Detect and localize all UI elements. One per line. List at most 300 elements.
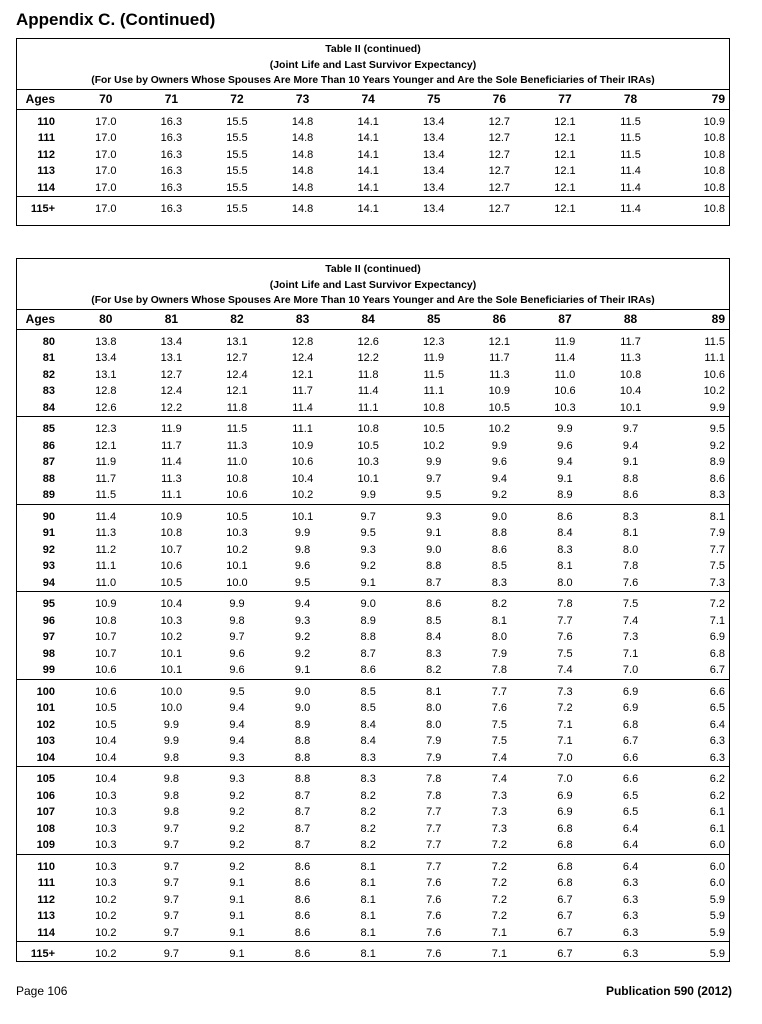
table-cell: 7.8 (426, 789, 442, 802)
table-cell: 7.6 (401, 925, 467, 942)
table-cell: 14.1 (357, 165, 379, 178)
table-cell: 15.5 (226, 203, 248, 216)
table-cell: 12.6 (357, 335, 379, 348)
table-row (17, 367, 729, 384)
table-cell: 13.4 (423, 132, 445, 145)
table-cell: 14.1 (357, 203, 379, 216)
table-cell: 10.9 (488, 385, 511, 398)
table-cell: 10.2 (488, 423, 511, 436)
table-row (17, 147, 729, 164)
table-cell: 8.3 (360, 773, 376, 786)
table-cell: 9.9 (663, 400, 729, 417)
table-cell: 10.1 (226, 560, 248, 573)
appendix-title: Appendix C. (Continued) (16, 10, 216, 29)
table-cell: 12.1 (226, 385, 248, 398)
table-cell: 6.2 (709, 789, 725, 802)
table-cell: 9.4 (557, 456, 573, 469)
column-header-age: 70 (73, 89, 139, 109)
table-cell: 7.6 (491, 702, 507, 715)
table-cell: 8.4 (360, 718, 376, 731)
data-table (17, 89, 729, 218)
table-cell: 9.3 (360, 543, 376, 556)
table-cell: 10.2 (160, 631, 183, 644)
row-age-label: 114 (17, 180, 73, 197)
table-cell: 11.0 (554, 368, 576, 381)
table-cell: 8.6 (491, 543, 507, 556)
table-cell: 14.8 (291, 132, 314, 145)
table-cell: 9.4 (229, 718, 245, 731)
table-cell: 11.5 (423, 368, 445, 381)
table-cell: 7.1 (491, 948, 507, 961)
table-cell: 6.2 (709, 773, 725, 786)
column-header-age: 83 (270, 309, 336, 329)
table-cell: 11.1 (423, 385, 445, 398)
row-age-label: 113 (37, 165, 55, 178)
table-cell: 12.8 (291, 335, 314, 348)
table-cell: 8.1 (622, 527, 639, 540)
row-age-label: 109 (17, 837, 73, 854)
table-cell: 7.3 (557, 685, 573, 698)
data-table (17, 309, 729, 963)
row-age-label: 106 (36, 789, 55, 802)
table-cell: 12.3 (95, 423, 117, 436)
table-cell: 13.4 (423, 115, 445, 128)
table-cell: 9.8 (294, 543, 311, 556)
table-row (17, 525, 729, 542)
table-cell: 6.8 (622, 718, 639, 731)
table-cell: 7.2 (491, 877, 507, 890)
table-cell: 10.2 (703, 385, 725, 398)
table-cell: 7.9 (426, 735, 442, 748)
table-cell: 11.4 (554, 352, 576, 365)
table-cell: 12.1 (554, 115, 576, 128)
table-cell: 9.7 (139, 837, 205, 854)
table-cell: 8.1 (360, 910, 376, 923)
table-cell: 17.0 (95, 132, 117, 145)
table-cell: 6.4 (598, 837, 664, 854)
table-cell: 9.7 (163, 822, 180, 835)
table-body (17, 109, 729, 218)
table-cell: 9.4 (622, 439, 639, 452)
row-age-label: 113 (37, 910, 55, 923)
table-cell: 10.4 (160, 598, 183, 611)
table-cell: 8.3 (663, 487, 729, 504)
column-header-age: 88 (598, 309, 664, 329)
table-cell: 6.1 (709, 806, 725, 819)
table-cell: 9.7 (163, 948, 180, 961)
row-age-label: 92 (42, 543, 55, 556)
table-cell: 10.6 (160, 560, 183, 573)
table-cell: 11.5 (620, 148, 641, 161)
table-cell: 11.9 (95, 456, 117, 469)
table-cell: 10.1 (291, 510, 314, 523)
table-cell: 12.7 (226, 352, 248, 365)
table-cell: 7.4 (532, 662, 598, 679)
table-row (17, 163, 729, 180)
table-cell: 12.7 (488, 132, 511, 145)
table-cell: 10.4 (73, 750, 139, 767)
row-age-label: 91 (42, 527, 55, 540)
column-header-age: 71 (139, 89, 205, 109)
table-cell: 8.7 (401, 575, 467, 592)
column-header-age: 72 (204, 89, 270, 109)
table-row (17, 837, 729, 854)
column-header-age: 75 (401, 89, 467, 109)
table-cell: 8.0 (426, 718, 442, 731)
table-row (17, 417, 729, 438)
row-age-label: 81 (42, 352, 55, 365)
table-cell: 11.1 (335, 400, 401, 417)
table-cell: 8.5 (360, 685, 376, 698)
table-cell: 7.5 (491, 718, 507, 731)
table-cell: 13.4 (95, 352, 117, 365)
table-cell: 14.1 (357, 115, 379, 128)
table-row (17, 942, 729, 963)
table-row (17, 438, 729, 455)
table-cell: 7.5 (622, 598, 639, 611)
table-cell: 9.6 (229, 647, 245, 660)
table-cell: 9.1 (229, 948, 245, 961)
table-cell: 8.5 (491, 560, 507, 573)
table-cell: 8.8 (426, 560, 442, 573)
table-cell: 10.3 (95, 860, 117, 873)
table-cell: 7.9 (401, 750, 467, 767)
table-cell: 7.2 (557, 702, 573, 715)
table-cell: 11.3 (95, 527, 117, 540)
row-age-label: 95 (42, 598, 55, 611)
table-row (17, 558, 729, 575)
table-cell: 9.1 (426, 527, 442, 540)
table-cell: 12.7 (160, 368, 183, 381)
table-title: Table II (continued) (325, 43, 421, 55)
ages-header: Ages (17, 89, 73, 109)
table-cell: 12.2 (139, 400, 205, 417)
table-cell: 7.2 (491, 893, 507, 906)
table-cell: 9.7 (163, 860, 180, 873)
table-cell: 14.8 (291, 165, 314, 178)
table-cell: 8.3 (622, 510, 639, 523)
table-cell: 8.8 (294, 735, 311, 748)
table-cell: 11.1 (95, 560, 117, 573)
table-cell: 11.3 (161, 472, 182, 485)
table-cell: 11.4 (357, 385, 379, 398)
table-cell: 8.1 (360, 860, 376, 873)
table-cell: 9.0 (294, 685, 311, 698)
table-cell: 12.7 (488, 115, 511, 128)
table-cell: 17.0 (95, 165, 117, 178)
table-cell: 12.3 (423, 335, 445, 348)
table-row (17, 750, 729, 767)
table-cell: 10.5 (226, 510, 248, 523)
table-cell: 13.4 (160, 335, 183, 348)
table-row (17, 383, 729, 400)
table-cell: 9.1 (229, 893, 245, 906)
table-cell: 6.6 (622, 773, 639, 786)
row-age-label: 104 (17, 750, 73, 767)
table-cell: 10.2 (73, 925, 139, 942)
table-cell: 8.8 (360, 631, 376, 644)
table-cell: 9.2 (204, 837, 270, 854)
table-cell: 11.5 (73, 487, 139, 504)
table-cell: 6.9 (709, 631, 725, 644)
table-cell: 7.1 (557, 718, 573, 731)
table-cell: 9.7 (163, 910, 180, 923)
table-row (17, 400, 729, 417)
column-header-age: 73 (270, 89, 336, 109)
table-cell: 6.7 (663, 662, 729, 679)
table-cell: 9.9 (229, 598, 245, 611)
table-cell: 8.1 (360, 948, 376, 961)
table-cell: 9.2 (229, 860, 245, 873)
table-cell: 12.1 (488, 335, 511, 348)
table-cell: 10.6 (291, 456, 314, 469)
table-cell: 9.2 (229, 789, 245, 802)
table-row (17, 662, 729, 679)
table-cell: 10.7 (160, 543, 183, 556)
table-cell: 6.1 (709, 822, 725, 835)
column-header-age: 89 (663, 309, 729, 329)
table-cell: 8.3 (426, 647, 442, 660)
column-header-age: 81 (139, 309, 205, 329)
table-cell: 11.7 (95, 472, 117, 485)
table-cell: 11.0 (226, 456, 248, 469)
table-row (17, 487, 729, 504)
column-header-age: 87 (532, 309, 598, 329)
table-cell: 9.3 (426, 510, 442, 523)
table-cell: 11.4 (620, 203, 641, 216)
table-cell: 6.3 (622, 948, 639, 961)
table-cell: 8.2 (335, 837, 401, 854)
table-cell: 13.4 (423, 165, 445, 178)
table-row (17, 471, 729, 488)
table-cell: 7.6 (426, 893, 442, 906)
table-cell: 9.5 (401, 487, 467, 504)
row-age-label: 90 (42, 510, 55, 523)
column-header-age: 79 (663, 89, 729, 109)
table-cell: 7.2 (467, 837, 533, 854)
table-cell: 7.2 (709, 598, 725, 611)
table-cell: 9.3 (229, 773, 245, 786)
table-cell: 10.4 (95, 773, 117, 786)
table-cell: 10.1 (598, 400, 664, 417)
table-cell: 16.3 (160, 165, 183, 178)
row-age-label: 105 (36, 773, 55, 786)
column-header-age: 86 (467, 309, 533, 329)
table-row (17, 700, 729, 717)
table-row (17, 892, 729, 909)
table-cell: 7.8 (426, 773, 442, 786)
table-cell: 10.8 (357, 423, 379, 436)
table-cell: 10.2 (270, 487, 336, 504)
table-cell: 9.5 (270, 575, 336, 592)
table-cell: 7.7 (401, 837, 467, 854)
table-cell: 10.4 (95, 735, 117, 748)
table-cell: 7.2 (491, 910, 507, 923)
table-cell: 8.8 (270, 750, 336, 767)
table-cell: 8.1 (360, 877, 376, 890)
table-cell: 9.9 (163, 718, 180, 731)
table-cell: 7.0 (532, 750, 598, 767)
table-cell: 12.1 (554, 203, 576, 216)
table-cell: 11.1 (139, 487, 205, 504)
table-cell: 11.9 (161, 423, 182, 436)
table-cell: 6.5 (709, 702, 725, 715)
table-cell: 7.9 (491, 647, 507, 660)
table-cell: 13.4 (401, 180, 467, 197)
table-cell: 12.2 (357, 352, 379, 365)
table-row (17, 767, 729, 788)
table-cell: 10.1 (357, 472, 379, 485)
table-cell: 15.5 (226, 165, 248, 178)
table-cell: 14.8 (291, 115, 314, 128)
table-cell: 13.1 (160, 352, 183, 365)
table-cell: 6.5 (622, 806, 639, 819)
table-row (17, 908, 729, 925)
table-cell: 12.7 (467, 180, 533, 197)
table-cell: 8.8 (294, 773, 311, 786)
table-cell: 7.7 (426, 860, 442, 873)
table-cell: 6.7 (557, 893, 573, 906)
row-age-label: 89 (17, 487, 73, 504)
table-body (17, 329, 729, 963)
table-cell: 5.9 (663, 925, 729, 942)
table-cell: 6.3 (622, 893, 639, 906)
table-cell: 7.6 (426, 910, 442, 923)
row-age-label: 112 (37, 148, 55, 161)
page-number: Page 106 (16, 984, 68, 998)
table-row (17, 646, 729, 663)
table-cell: 8.8 (491, 527, 507, 540)
table-cell: 9.0 (294, 702, 311, 715)
table-cell: 10.4 (619, 385, 642, 398)
table-cell: 10.6 (95, 685, 117, 698)
table-row (17, 130, 729, 147)
table-cell: 11.7 (161, 439, 182, 452)
table-row (17, 925, 729, 942)
table-cell: 9.7 (360, 510, 376, 523)
table-cell: 9.7 (622, 423, 639, 436)
table-cell: 10.8 (703, 148, 725, 161)
table-cell: 15.5 (226, 148, 248, 161)
table-row (17, 454, 729, 471)
table-subtitle: (Joint Life and Last Survivor Expectancy) (269, 278, 477, 291)
table-cell: 9.9 (163, 735, 180, 748)
row-age-label: 107 (36, 806, 55, 819)
table-header (17, 259, 729, 309)
column-header-age: 84 (335, 309, 401, 329)
table-cell: 9.6 (294, 560, 311, 573)
row-age-label: 101 (36, 702, 55, 715)
table-cell: 9.7 (139, 925, 205, 942)
row-age-label: 110 (37, 860, 55, 873)
table-cell: 9.8 (163, 773, 180, 786)
row-age-label: 108 (36, 822, 55, 835)
table-cell: 10.3 (95, 806, 117, 819)
table-cell: 10.3 (95, 877, 117, 890)
table-cell: 11.5 (620, 132, 641, 145)
table-cell: 6.8 (532, 837, 598, 854)
table-cell: 10.9 (160, 510, 183, 523)
table-cell: 8.6 (294, 910, 311, 923)
table-cell: 7.7 (557, 614, 573, 627)
table-cell: 8.7 (360, 647, 376, 660)
table-cell: 8.7 (270, 837, 336, 854)
table-cell: 10.5 (357, 439, 379, 452)
table-cell: 7.8 (622, 560, 639, 573)
table-cell: 10.8 (160, 527, 183, 540)
row-age-label: 82 (42, 368, 55, 381)
table-cell: 14.8 (270, 180, 336, 197)
row-age-label: 87 (42, 456, 55, 469)
row-age-label: 85 (42, 423, 55, 436)
table-cell: 12.4 (226, 368, 248, 381)
table-cell: 6.4 (622, 822, 639, 835)
table-cell: 8.2 (491, 598, 507, 611)
table-cell: 11.3 (226, 439, 248, 452)
table-cell: 9.0 (360, 598, 376, 611)
table-cell: 12.7 (488, 165, 511, 178)
table-cell: 7.6 (598, 575, 664, 592)
table-cell: 11.2 (95, 543, 117, 556)
table-cell: 13.1 (95, 368, 117, 381)
table-cell: 8.2 (360, 789, 376, 802)
column-header-age: 74 (335, 89, 401, 109)
table-cell: 10.8 (401, 400, 467, 417)
table-cell: 10.1 (139, 662, 205, 679)
table-cell: 8.3 (557, 543, 573, 556)
table-cell: 8.2 (360, 806, 376, 819)
table-cell: 12.8 (95, 385, 117, 398)
table-cell: 9.1 (270, 662, 336, 679)
table-cell: 6.7 (532, 925, 598, 942)
row-age-label: 115+ (30, 203, 55, 216)
table-cell: 8.7 (294, 789, 311, 802)
row-age-label: 110 (37, 115, 55, 128)
table-cell: 12.6 (73, 400, 139, 417)
table-cell: 9.9 (426, 456, 442, 469)
table-cell: 13.1 (226, 335, 248, 348)
table-cell: 11.7 (489, 352, 510, 365)
table-cell: 14.8 (291, 203, 314, 216)
table-cell: 12.7 (488, 203, 511, 216)
table-cell: 7.8 (467, 662, 533, 679)
table-cell: 7.3 (491, 822, 507, 835)
table-cell: 11.1 (292, 423, 313, 436)
table-cell: 10.8 (95, 614, 117, 627)
table-cell: 10.3 (532, 400, 598, 417)
table-cell: 10.6 (703, 368, 725, 381)
table-cell: 8.4 (557, 527, 573, 540)
table-cell: 12.1 (554, 148, 576, 161)
table-cell: 7.6 (557, 631, 573, 644)
table-cell: 9.5 (709, 423, 725, 436)
publication-name: Publication 590 (2012) (605, 984, 732, 998)
table-cell: 17.0 (95, 203, 117, 216)
table-row (17, 613, 729, 630)
table-row (17, 629, 729, 646)
table-cell: 10.0 (204, 575, 270, 592)
column-header-age: 82 (204, 309, 270, 329)
table-cell: 8.3 (467, 575, 533, 592)
table-row (17, 350, 729, 367)
table-cell: 10.3 (73, 837, 139, 854)
table-cell: 9.6 (204, 662, 270, 679)
table-row (17, 504, 729, 525)
row-age-label: 88 (42, 472, 55, 485)
table-cell: 9.2 (229, 806, 245, 819)
table-cell: 9.9 (491, 439, 507, 452)
table-cell: 8.3 (335, 750, 401, 767)
